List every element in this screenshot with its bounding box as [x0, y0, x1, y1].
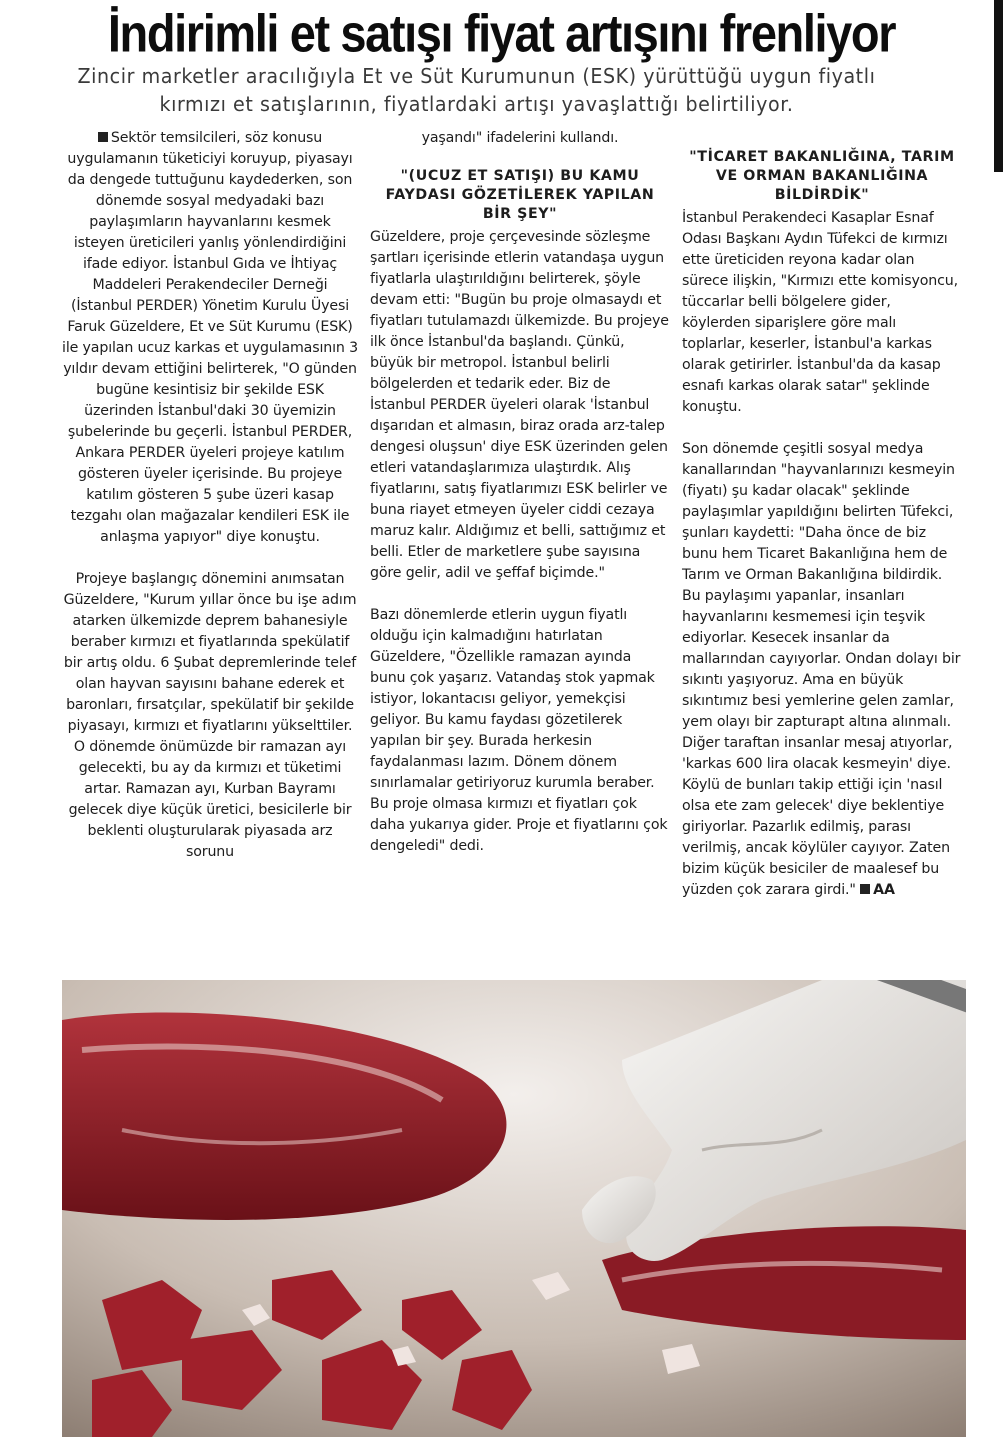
col3-paragraph-2 [682, 439, 962, 901]
end-square-icon [860, 884, 870, 894]
agency-signature: AA [873, 882, 895, 898]
col1-paragraph-1 [62, 128, 358, 548]
col1-p1-text: Sektör temsilcileri, söz konusu uygulamanın tüketiciyi koruyup, piyasayı da dengede tuttuğunu kaydederken, son dönemde sosyal medyadaki bazı paylaşımların hayvanlarını kesmek isteyen üreticileri yanlış yönlendirdiğini ifade ediyor. İstanbul Gıda ve İhtiyaç Maddeleri Perakendeciler Derneği (İstanbul PERDER) Yönetim Kurulu Üyesi Faruk Güzeldere, Et ve Süt Kurumu (ESK) ile yapılan ucuz karkas et uygulamasının 3 yıldır devam ettiğini belirterek, "O günden bugüne kesintisiz bir şekilde ESK üzerinden İstanbul'daki 30 üyemizin şubelerinde bu geçerli. İstanbul PERDER, Ankara PERDER üyeleri projeye katılım gösteren üyeler içerisinde. Bu projeye katılım gösteren 5 şube üzeri kasap tezgahı olan mağazalar kendileri ESK ile anlaşma yapıyor" diye konuştu. [62, 130, 358, 545]
column-2 [370, 128, 670, 878]
col2-paragraph-0: yaşandı" ifadelerini kullandı. [421, 130, 619, 146]
photo-illustration [62, 980, 966, 1437]
deck-subtitle: Zincir marketler aracılığıyla Et ve Süt Kurumunun (ESK) yürüttüğü uygun fiyatlı kırmızı et satışlarının, fiyatlardaki artışı yavaşlattığı belirtiliyor. [77, 64, 876, 116]
col3-subheading: "TİCARET BAKANLIĞINA, TARIM VE ORMAN BAKANLIĞINA BİLDİRDİK" [689, 149, 955, 203]
column-1 [62, 128, 358, 884]
col3-p2-text: Son dönemde çeşitli sosyal medya kanallarından "hayvanlarınızı kesmeyin (fiyatı) şu kadar olacak" şeklinde paylaşımlar yapıldığını belirten Tüfekci, şunları kaydetti: "Daha önce de biz bunu hem Ticaret Bakanlığına hem de Tarım ve Orman Bakanlığına bildirdik. Bu paylaşımı yapanlar, insanları hayvanlarını kesmemesi için teşvik ediyorlar. Kesecek insanlar da mallarından cayıyorlar. Ondan dolayı bir sıkıntı yaşıyoruz. Ama en büyük sıkıntımız besi yemlerine gelen zamlar, yem olayı bir zapturapt altına alınmalı. Diğer taraftan insanlar mesaj atıyorlar, 'karkas 600 lira olacak kesmeyin' diye. Köylü de bunları takip ettiği için 'nasıl olsa ete zam gelecek' diye beklentiye giriyorlar. Pazarlık edilmiş, parası verilmiş, ancak köylüler cayıyor. Zaten bizim küçük besiciler de maalesef bu yüzden çok zarara girdi." [682, 441, 961, 898]
col2-paragraph-2: Bazı dönemlerde etlerin uygun fiyatlı olduğu için kalmadığını hatırlatan Güzeldere, "Özellikle ramazan ayında bunu çok yaşarız. Vatandaş stok yapmak istiyor, lokantacısı geliyor, yemekçisi geliyor. Bu kamu faydası gözetilerek yapılan bir şey. Burada herkesin faydalanması lazım. Dönem dönem sınırlamalar getiriyoruz kurumla beraber. Bu proje olmasa kırmızı et fiyatları çok daha yukarıya gider. Proje et fiyatlarını çok dengeledi" dedi. [370, 607, 668, 854]
column-3 [682, 148, 962, 922]
col2-subheading: "(UCUZ ET SATIŞI) BU KAMU FAYDASI GÖZETİLEREK YAPILAN BİR ŞEY" [385, 168, 655, 222]
meat-cutting-photo [62, 980, 966, 1437]
col2-paragraph-1: Güzeldere, proje çerçevesinde sözleşme şartları içerisinde etlerin vatandaşa uygun fiyatlarla ulaştırıldığını belirterek, şöyle devam etti: "Bugün bu proje olmasaydı et fiyatları tutulamazdı ülkemizde. Bu projeye ilk önce İstanbul'da başlandı. Çünkü, büyük bir metropol. İstanbul belirli bölgelerden et tedarik eder. Biz de İstanbul PERDER üyeleri olarak 'İstanbul dışarıdan et almasın, biraz orada arz-talep dengesi oluşsun' diye ESK üzerinden gelen etleri vatandaşlarımıza ulaştırdık. Alış fiyatlarını, satış fiyatlarımızı ESK belirler ve buna riayet etmeyen üyeler ciddi cezaya maruz kalır. Aldığımız et belli, sattığımız et belli. Etler de marketlere şube sayısına göre gelir, adil ve şeffaf biçimde." [370, 229, 669, 581]
col3-paragraph-1: İstanbul Perakendeci Kasaplar Esnaf Odası Başkanı Aydın Tüfekci de kırmızı ette üreticiden reyona kadar olan sürece ilişkin, "Kırmızı ette komisyoncu, tüccarlar belli bölgelere gider, köylerden siparişlere göre malı toplarlar, keserler, İstanbul'a karkas olarak getirirler. İstanbul'da da kasap esnafı karkas olarak satar" şeklinde konuştu. [682, 210, 958, 415]
headline: İndirimli et satışı fiyat artışını frenliyor [107, 3, 896, 63]
bullet-square-icon [98, 132, 108, 142]
col1-paragraph-2: Projeye başlangıç dönemini anımsatan Güzeldere, "Kurum yıllar önce bu işe adım atarken ülkemizde deprem bahanesiyle beraber kırmızı et fiyatlarında spekülatif bir artış oldu. 6 Şubat depremlerinde telef olan hayvan sayısını bahane ederek et baronları, fırsatçılar, spekülatif bir şekilde piyasayı, kırmızı et fiyatlarını yükselttiler. O dönemde önümüzde bir ramazan ayı gelecekti, bu ay da kırmızı et tüketimi artar. Ramazan ayı, Kurban Bayramı gelecek diye küçük üretici, besicilerle bir beklenti oluşturularak piyasada arz sorunu [63, 571, 357, 860]
